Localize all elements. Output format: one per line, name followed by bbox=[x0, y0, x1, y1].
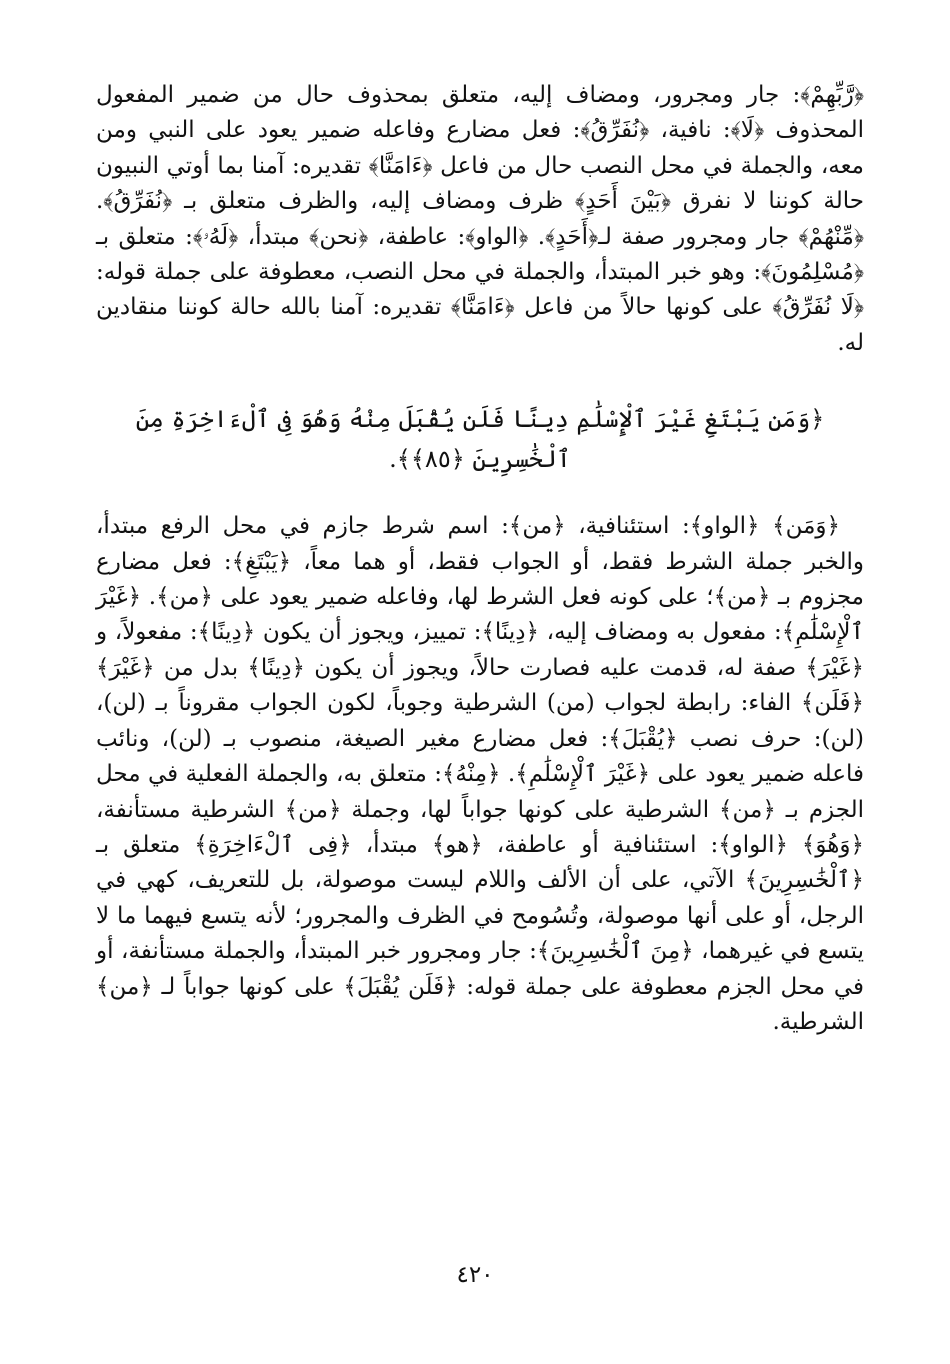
quran-verse: ﴿وَمَن يَبْتَغِ غَيْرَ ٱلْإِسْلَٰمِ دِينًا فَلَن يُقْبَلَ مِنْهُ وَهُوَ فِى ٱلْءَاخِرَةِ مِنَ ٱلْخَٰسِرِينَ ﴿٨٥﴾﴾. bbox=[135, 405, 825, 474]
page-number: ٤٢٠ bbox=[456, 1262, 494, 1288]
page-body bbox=[96, 78, 864, 1040]
commentary-paragraph-1: ﴿رَّبِّهِمْ﴾: جار ومجرور، ومضاف إليه، متعلق بمحذوف حال من ضمير المفعول المحذوف ﴿لَا﴾: نافية، ﴿نُفَرِّقُ﴾: فعل مضارع وفاعله ضمير يعود على النبي ومن معه، والجملة في محل النصب حال من فاعل ﴿ءَامَنَّا﴾ تقديره: آمنا بما أوتي النبيون حالة كوننا لا نفرق ﴿بَيْنَ أَحَدٍ﴾ ظرف ومضاف إليه، والظرف متعلق بـ ﴿نُفَرِّقُ﴾. ﴿مِّنْهُمْ﴾ جار ومجرور صفة لـ﴿أَحَدٍ﴾. ﴿الواو﴾: عاطفة، ﴿نحن﴾ مبتدأ، ﴿لَهُۥ﴾: متعلق بـ ﴿مُسْلِمُونَ﴾: وهو خبر المبتدأ، والجملة في محل النصب، معطوفة على جملة قوله: ﴿لَا نُفَرِّقُ﴾ على كونها حالاً من فاعل ﴿ءَامَنَّا﴾ تقديره: آمنا بالله حالة كوننا منقادين له. bbox=[96, 82, 864, 356]
commentary-paragraph-2: ﴿وَمَن﴾ ﴿الواو﴾: استئنافية، ﴿من﴾: اسم شرط جازم في محل الرفع مبتدأ، والخبر جملة الشرط فقط، أو الجواب فقط، أو هما معاً، ﴿يَبْتَغِ﴾: فعل مضارع مجزوم بـ ﴿من﴾؛ على كونه فعل الشرط لها، وفاعله ضمير يعود على ﴿من﴾. ﴿غَيْرَ ٱلْإِسْلَٰمِ﴾: مفعول به ومضاف إليه، ﴿دِينًا﴾: تمييز، ويجوز أن يكون ﴿دِينًا﴾: مفعولاً، و ﴿غَيْرَ﴾ صفة له، قدمت عليه فصارت حالاً، ويجوز أن يكون ﴿دِينًا﴾ بدل من ﴿غَيْرَ﴾ ﴿فَلَن﴾ الفاء: رابطة لجواب (من) الشرطية وجوباً، لكون الجواب مقروناً بـ (لن)، (لن): حرف نصب ﴿يُقْبَلَ﴾: فعل مضارع مغير الصيغة، منصوب بـ (لن)، ونائب فاعله ضمير يعود على ﴿غَيْرَ ٱلْإِسْلَٰمِ﴾. ﴿مِنْهُ﴾: متعلق به، والجملة الفعلية في محل الجزم بـ ﴿من﴾ الشرطية على كونها جواباً لها، وجملة ﴿من﴾ الشرطية مستأنفة، ﴿وَهُوَ﴾ ﴿الواو﴾: استئنافية أو عاطفة، ﴿هو﴾ مبتدأ، ﴿فِى ٱلْءَاخِرَةِ﴾ متعلق بـ ﴿ٱلْخَٰسِرِينَ﴾ الآتي، على أن الألف واللام ليست موصولة، بل للتعريف، كهي في الرجل، أو على أنها موصولة، وتُسُومح في الظرف والمجرور؛ لأنه يتسع فيهما ما لا يتسع في غيرهما، ﴿مِنَ ٱلْخَٰسِرِينَ﴾: جار ومجرور خبر المبتدأ، والجملة مستأنفة، أو في محل الجزم معطوفة على جملة قوله: ﴿فَلَن يُقْبَلَ﴾ على كونها جواباً لـ ﴿من﴾ الشرطية. bbox=[96, 513, 864, 1035]
